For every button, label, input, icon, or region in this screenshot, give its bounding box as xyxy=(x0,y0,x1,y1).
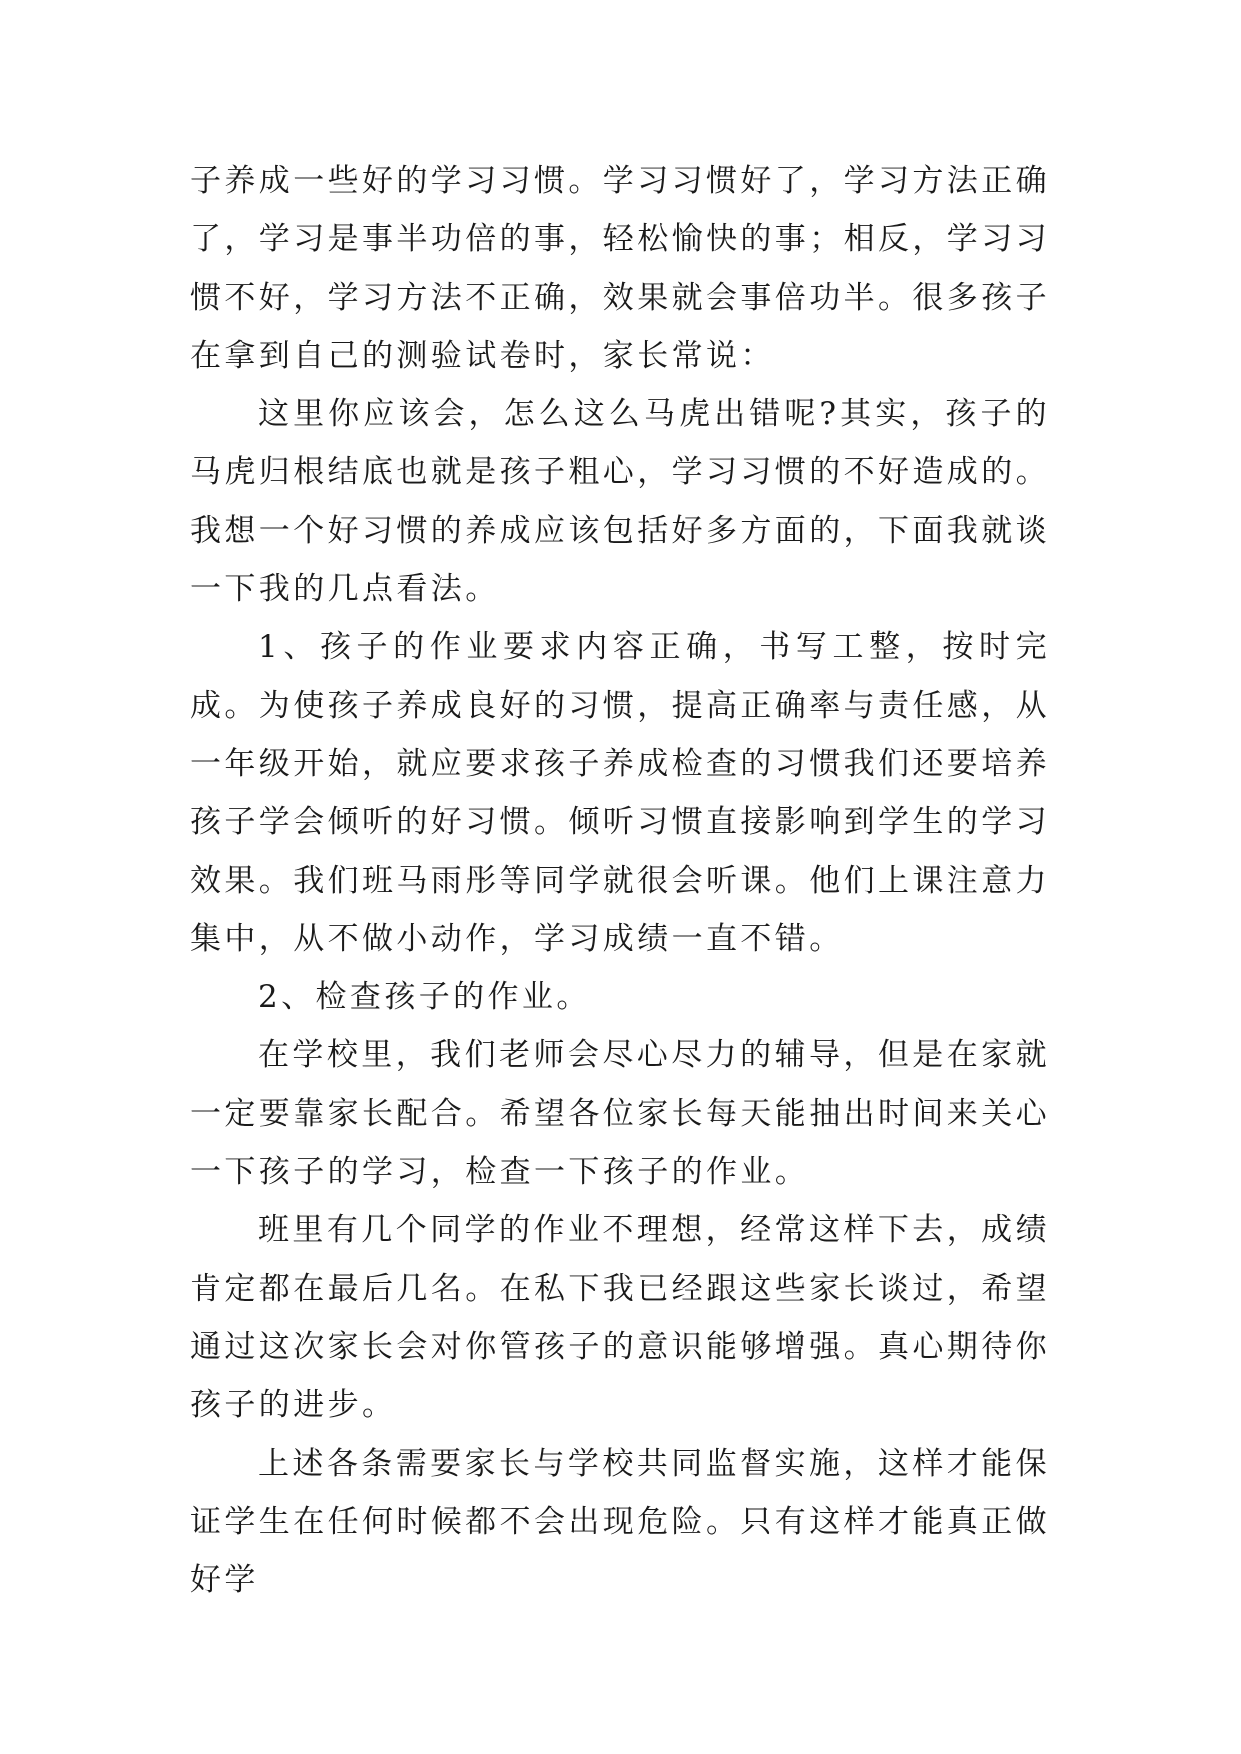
paragraph-5: 在学校里，我们老师会尽心尽力的辅导，但是在家就一定要靠家长配合。希望各位家长每天能抽出时间来关心一下孩子的学习，检查一下孩子的作业。 xyxy=(190,1037,1050,1191)
paragraph-4: 2、检查孩子的作业。 xyxy=(258,979,591,1016)
paragraph-3: 1、孩子的作业要求内容正确，书写工整，按时完成。为使孩子养成良好的习惯，提高正确率与责任感，从一年级开始，就应要求孩子养成检查的习惯我们还要培养孩子学会倾听的好习惯。倾听习惯直接影响到学生的学习效果。我们班马雨彤等同学就很会听课。他们上课注意力集中，从不做小动作，学习成绩一直不错。 xyxy=(190,629,1050,957)
paragraph-2: 这里你应该会，怎么这么马虎出错呢?其实，孩子的马虎归根结底也就是孩子粗心，学习习惯的不好造成的。我想一个好习惯的养成应该包括好多方面的，下面我就谈一下我的几点看法。 xyxy=(190,396,1050,608)
paragraph-7: 上述各条需要家长与学校共同监督实施，这样才能保证学生在任何时候都不会出现危险。只有这样才能真正做好学 xyxy=(190,1445,1050,1599)
document-body xyxy=(190,152,1050,1609)
paragraph-6: 班里有几个同学的作业不理想，经常这样下去，成绩肯定都在最后几名。在私下我已经跟这些家长谈过，希望通过这次家长会对你管孩子的意识能够增强。真心期待你孩子的进步。 xyxy=(190,1212,1050,1424)
paragraph-1: 子养成一些好的学习习惯。学习习惯好了，学习方法正确了，学习是事半功倍的事，轻松愉快的事；相反，学习习惯不好，学习方法不正确，效果就会事倍功半。很多孩子在拿到自己的测验试卷时，家长常说： xyxy=(190,163,1050,374)
